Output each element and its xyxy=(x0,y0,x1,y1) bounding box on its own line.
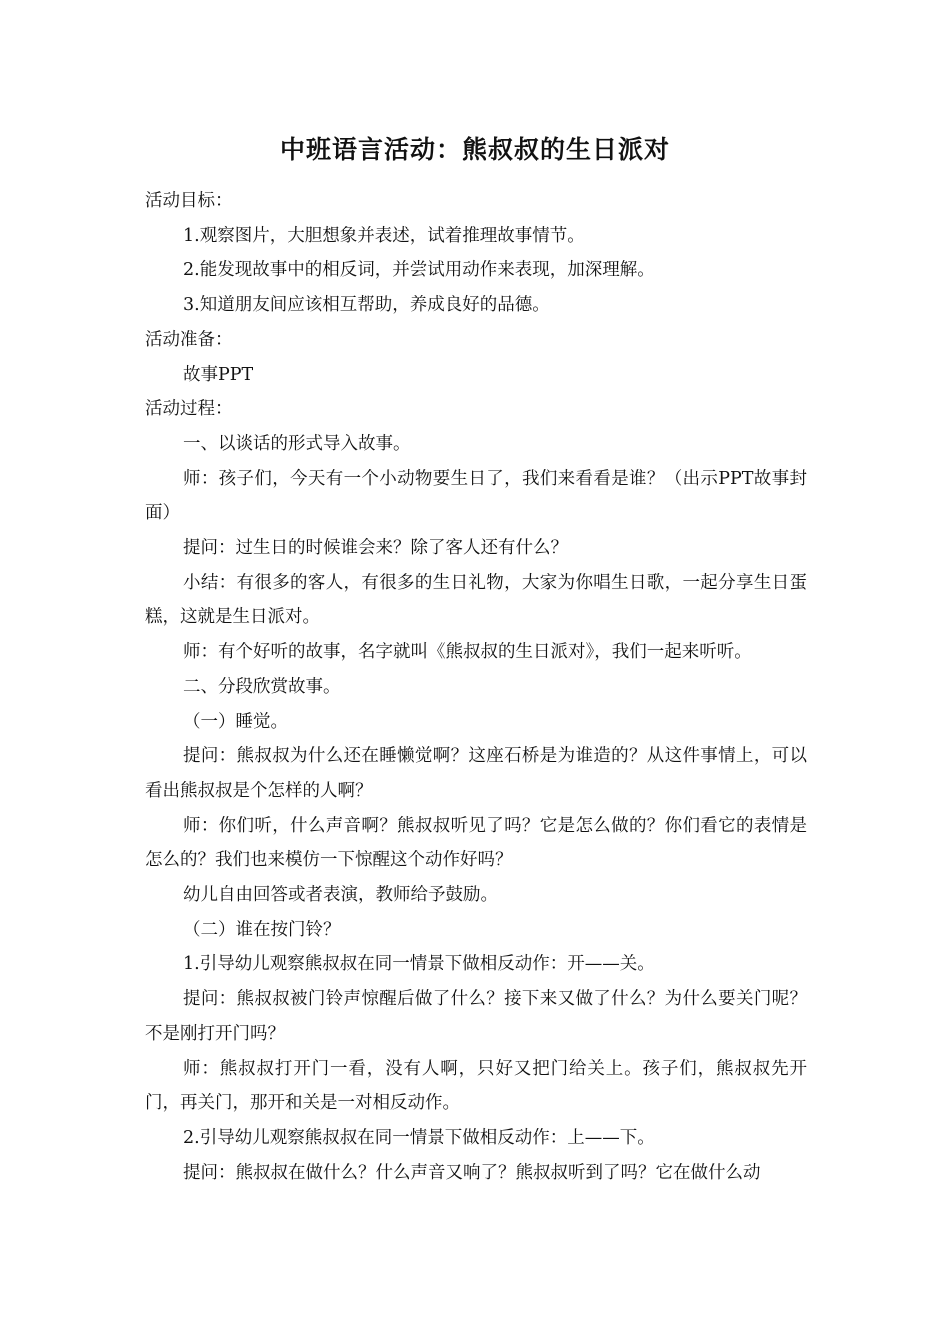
paragraph: 活动目标： xyxy=(145,191,233,211)
paragraph: 故事PPT xyxy=(183,364,254,385)
paragraph: 1.引导幼儿观察熊叔叔在同一情景下做相反动作：开——关。 xyxy=(183,954,655,975)
paragraph: （一）睡觉。 xyxy=(183,711,288,732)
paragraph: 提问：熊叔叔被门铃声惊醒后做了什么？接下来又做了什么？为什么要关门呢？不是刚打开门吗？ xyxy=(145,989,807,1044)
paragraph: 2.能发现故事中的相反词，并尝试用动作来表现，加深理解。 xyxy=(183,260,655,281)
paragraph: 3.知道朋友间应该相互帮助，养成良好的品德。 xyxy=(183,295,550,316)
paragraph: 小结：有很多的客人，有很多的生日礼物，大家为你唱生日歌，一起分享生日蛋糕，这就是生日派对。 xyxy=(145,572,807,628)
paragraph: 二、分段欣赏故事。 xyxy=(183,676,341,697)
paragraph: 师：孩子们，今天有一个小动物要生日了，我们来看看是谁？（出示PPT故事封面） xyxy=(145,468,807,524)
paragraph: 幼儿自由回答或者表演，教师给予鼓励。 xyxy=(183,885,498,906)
paragraph: 师：有个好听的故事，名字就叫《熊叔叔的生日派对》，我们一起来听听。 xyxy=(183,642,752,663)
document-body xyxy=(145,184,807,1190)
paragraph: 一、以谈话的形式导入故事。 xyxy=(183,433,411,454)
paragraph: 提问：熊叔叔为什么还在睡懒觉啊？这座石桥是为谁造的？从这件事情上，可以看出熊叔叔是个怎样的人啊？ xyxy=(145,746,807,801)
paragraph: 1.观察图片，大胆想象并表述，试着推理故事情节。 xyxy=(183,225,585,246)
paragraph: 提问：过生日的时候谁会来？除了客人还有什么？ xyxy=(183,538,568,559)
paragraph: 师：你们听，什么声音啊？熊叔叔听见了吗？它是怎么做的？你们看它的表情是怎么的？我们也来模仿一下惊醒这个动作好吗？ xyxy=(145,815,807,871)
paragraph: 活动过程： xyxy=(145,399,233,420)
paragraph: （二）谁在按门铃？ xyxy=(183,919,341,940)
paragraph: 师：熊叔叔打开门一看，没有人啊，只好又把门给关上。孩子们，熊叔叔先开门，再关门，那开和关是一对相反动作。 xyxy=(145,1058,807,1114)
paragraph: 2.引导幼儿观察熊叔叔在同一情景下做相反动作：上——下。 xyxy=(183,1127,655,1148)
document-title: 中班语言活动：熊叔叔的生日派对 xyxy=(279,135,670,164)
paragraph: 活动准备： xyxy=(145,329,233,350)
paragraph: 提问：熊叔叔在做什么？什么声音又响了？熊叔叔听到了吗？它在做什么动 xyxy=(183,1162,761,1183)
